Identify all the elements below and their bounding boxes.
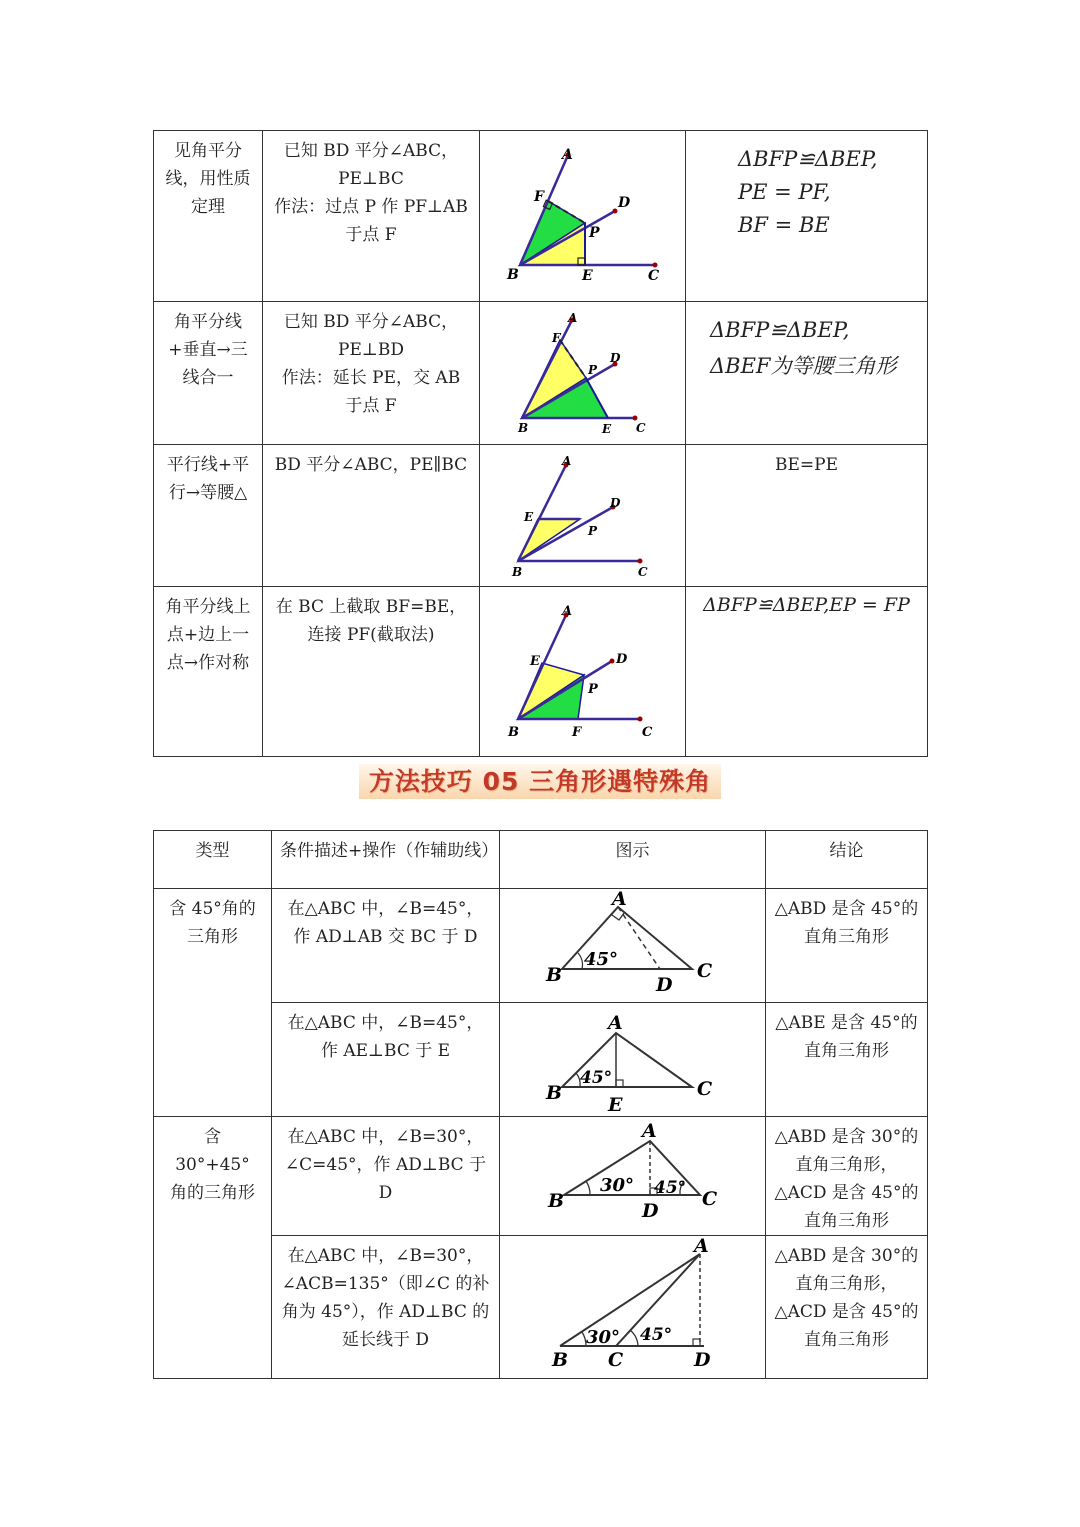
triangle-45-ae-perp-bc-figure <box>500 1003 766 1116</box>
type-cell: 见角平分线，用性质定理 <box>154 131 263 302</box>
three-lines-coincide-figure <box>480 302 686 444</box>
angle-label: 45° <box>584 949 619 970</box>
type-cell: 平行线+平行→等腰△ <box>154 445 263 587</box>
condition-cell: 在△ABC 中，∠B=30°，∠C=45°，作 AD⊥BC 于 D <box>272 1117 500 1236</box>
segment-ab <box>560 1254 700 1346</box>
type-cell: 含 45°角的三角形 <box>154 889 272 1117</box>
point-label-f: F <box>534 189 544 205</box>
header-condition: 条件描述+操作（作辅助线） <box>272 831 500 889</box>
point-label-b: B <box>552 1349 569 1371</box>
angle-label: 45° <box>640 1325 673 1345</box>
point-label-d: D <box>656 974 673 996</box>
type-cell: 含 30°+45° 角的三角形 <box>154 1117 272 1379</box>
conclusion-line: ΔBFP≌ΔBEP,EP = FP <box>703 594 910 616</box>
point-label-c: C <box>702 1188 718 1210</box>
point-label-d: D <box>694 1349 711 1371</box>
angle-arc <box>586 1181 590 1195</box>
table-row <box>154 1117 928 1236</box>
figure-cell <box>500 1236 766 1379</box>
right-angle-mark <box>616 1080 623 1087</box>
point-label-c: C <box>697 960 713 982</box>
point-label-b: B <box>512 565 523 579</box>
point-label-p: P <box>588 524 598 538</box>
point-label-d: D <box>618 195 631 211</box>
point-label-b: B <box>508 725 519 740</box>
condition-cell: 已知 BD 平分∠ABC，PE⊥BC 作法：过点 P 作 PF⊥AB 于点 F <box>263 131 480 302</box>
angle-bisector-table <box>153 130 928 757</box>
right-angle-mark <box>693 1339 700 1346</box>
table-row <box>154 302 928 445</box>
point-label-c: C <box>638 565 648 579</box>
section-title: 方法技巧 05 三角形遇特殊角 <box>0 762 1080 798</box>
right-angle-mark <box>612 913 624 920</box>
figure-cell <box>500 889 766 1003</box>
point-label-f: F <box>552 331 561 345</box>
conclusion-cell: △ABE 是含 45°的直角三角形 <box>766 1003 928 1117</box>
figure-cell <box>480 302 686 445</box>
point-label-b: B <box>546 964 563 986</box>
point-label-a: A <box>568 311 578 325</box>
condition-cell: 已知 BD 平分∠ABC，PE⊥BD 作法：延长 PE，交 AB 于点 F <box>263 302 480 445</box>
point-label-c: C <box>636 421 646 435</box>
condition-cell: 在 BC 上截取 BF=BE，连接 PF(截取法) <box>263 587 480 757</box>
point-label-b: B <box>518 421 529 435</box>
point-label-a: A <box>562 454 572 468</box>
point-label-c: C <box>648 268 660 284</box>
point-label-b: B <box>546 1082 563 1104</box>
conclusion-cell: △ABD 是含 30°的直角三角形，△ACD 是含 45°的直角三角形 <box>766 1236 928 1379</box>
point-label-b: B <box>507 267 519 283</box>
point-label-e: E <box>602 422 612 436</box>
table-row <box>154 445 928 587</box>
type-cell: 角平分线上点+边上一点→作对称 <box>154 587 263 757</box>
parallel-isosceles-figure <box>480 445 686 586</box>
point-label-p: P <box>588 363 598 377</box>
conclusion-cell: △ABD 是含 30°的直角三角形，△ACD 是含 45°的直角三角形 <box>766 1117 928 1236</box>
header-figure: 图示 <box>500 831 766 889</box>
conclusion-line: BE=PE <box>775 455 838 475</box>
point-label-a: A <box>562 147 573 163</box>
angle-arc <box>630 1330 638 1346</box>
condition-cell: 在△ABC 中，∠B=45°，作 AD⊥AB 交 BC 于 D <box>272 889 500 1003</box>
conclusion-cell <box>686 587 928 757</box>
angle-label: 45° <box>654 1178 687 1198</box>
angle-label: 30° <box>600 1175 635 1196</box>
header-row <box>154 831 928 889</box>
conclusion-cell <box>686 445 928 587</box>
point-label-p: P <box>588 682 598 697</box>
special-angle-table <box>153 830 928 1379</box>
point-label-d: D <box>616 652 628 667</box>
conclusion-line: ΔBFP≌ΔBEP, <box>738 147 878 171</box>
table-row <box>154 131 928 302</box>
header-type: 类型 <box>154 831 272 889</box>
point-label-e: E <box>524 510 534 524</box>
type-cell: 角平分线+垂直→三线合一 <box>154 302 263 445</box>
triangle-45-ad-perp-ab-figure <box>500 889 766 1002</box>
conclusion-line: BF = BE <box>738 213 830 237</box>
conclusion-line: PE = PF, <box>738 180 831 204</box>
point-label-d: D <box>610 351 621 365</box>
condition-cell: 在△ABC 中，∠B=30°，∠ACB=135°（即∠C 的补角为 45°），作 AD⊥BC 的延长线于 D <box>272 1236 500 1379</box>
point-label-c: C <box>608 1349 624 1371</box>
figure-cell <box>480 445 686 587</box>
figure-cell <box>480 587 686 757</box>
condition-cell: 在△ABC 中，∠B=45°，作 AE⊥BC 于 E <box>272 1003 500 1117</box>
table-row <box>154 587 928 757</box>
point-label-p: P <box>589 225 600 241</box>
point-label-e: E <box>608 1094 623 1116</box>
point-label-c: C <box>697 1078 713 1100</box>
point-label-d: D <box>610 496 621 510</box>
bisector-perpendicular-figure <box>480 131 686 301</box>
point-label-f: F <box>572 725 582 740</box>
conclusion-cell <box>686 302 928 445</box>
point-label-a: A <box>562 604 573 619</box>
point-label-e: E <box>530 654 540 669</box>
point-label-a: A <box>612 889 627 910</box>
table-row <box>154 889 928 1003</box>
point-label-d: D <box>642 1200 659 1222</box>
triangle-30-45-figure <box>500 1117 766 1230</box>
point-label-a: A <box>642 1120 657 1142</box>
symmetric-construction-figure <box>480 587 686 756</box>
point-label-a: A <box>608 1012 623 1034</box>
point-label-a: A <box>694 1236 709 1257</box>
angle-label: 45° <box>580 1068 613 1088</box>
point-label-e: E <box>582 268 593 284</box>
figure-cell <box>500 1003 766 1117</box>
point-label-b: B <box>548 1190 565 1212</box>
conclusion-line: ΔBFP≌ΔBEP, <box>710 318 850 342</box>
angle-arc <box>578 953 582 969</box>
angle-label: 30° <box>586 1327 621 1348</box>
figure-cell <box>480 131 686 302</box>
point-label-c: C <box>642 725 653 740</box>
condition-cell: BD 平分∠ABC，PE∥BC <box>263 445 480 587</box>
conclusion-line: ΔBEF为等腰三角形 <box>710 354 897 378</box>
conclusion-cell <box>686 131 928 302</box>
triangle-30-135-figure <box>500 1236 766 1378</box>
figure-cell <box>500 1117 766 1236</box>
conclusion-cell: △ABD 是含 45°的直角三角形 <box>766 889 928 1003</box>
header-conclusion: 结论 <box>766 831 928 889</box>
